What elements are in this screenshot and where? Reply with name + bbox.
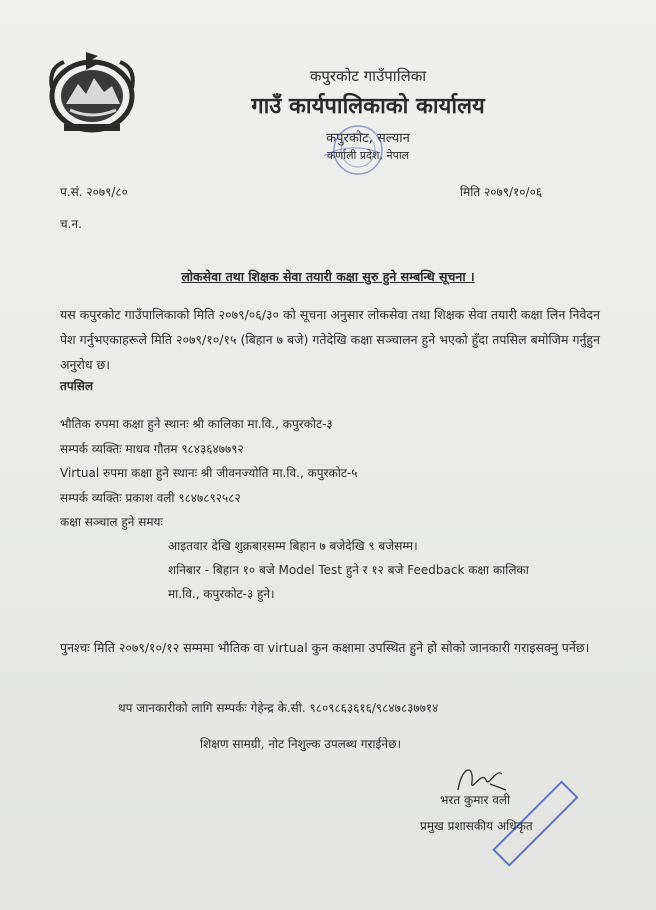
office-seal-icon <box>318 122 390 182</box>
postscript: पुनश्चः मिति २०७९/१०/१२ सम्ममा भौतिक वा virtual कुन कक्षामा उपस्थित हुने हो सोको जानकारी गराइसक्नु पर्नेछ। <box>60 640 590 655</box>
office-location: कपुरकोट, सल्यान <box>326 131 410 146</box>
letter-date: मिति २०७९/१०/०६ <box>460 185 543 199</box>
office-province: कर्णाली प्रदेश, नेपाल <box>326 149 410 162</box>
virtual-contact: सम्पर्क व्यक्तिः प्रकाश वली ९८४७८९२५८२ <box>60 491 241 505</box>
schedule-label: कक्षा सञ्चाल हुने समयः <box>60 515 163 529</box>
virtual-venue: Virtual रुपमा कक्षा हुने स्थानः श्री जीवनज्योति मा.वि., कपुरकोट-५ <box>60 466 358 480</box>
intro-paragraph: यस कपुरकोट गाउँपालिकाको मिति २०७९/०६/३० को सूचना अनुसार लोकसेवा तथा शिक्षक सेवा तयारी कक्षा लिन निवेदन पेश गर्नुभएकाहरूले मिति २०७९/१०/१५ (बिहान ७ बजे) गतेदेखि कक्षा सञ्चालन हुने भएको हुँदा तपसिल बमोजिम गर्नुहुन अनुरोध छ। <box>60 307 600 372</box>
notice-title: लोकसेवा तथा शिक्षक सेवा तयारी कक्षा सुरु हुने सम्बन्धि सूचना । <box>181 269 475 284</box>
municipality-name: कपुरकोट गाउँपालिका <box>309 67 427 85</box>
schedule-weekday: आइतवार देखि शुक्रबारसम्म बिहान ७ बजेदेखि ९ बजेसम्म। <box>168 539 418 553</box>
signatory-name: भरत कुमार वली <box>440 793 511 807</box>
schedule-saturday-line1: शनिबार - बिहान १० बजे Model Test हुने र १२ बजे Feedback कक्षा कालिका <box>168 563 529 577</box>
details-heading: तपसिल <box>60 379 94 393</box>
schedule-saturday-line2: मा.वि., कपुरकोट-३ हुने। <box>168 587 275 601</box>
dispatch-number: च.न. <box>60 217 82 231</box>
office-name: गाउँ कार्यपालिकाको कार्यालय <box>251 94 485 119</box>
signatory-designation: प्रमुख प्रशासकीय अधिकृत <box>420 819 533 833</box>
free-materials-note: शिक्षण सामग्री, नोट निशुल्क उपलब्ध गराईनेछ। <box>200 737 402 751</box>
contact-info: थप जानकारीको लागि सम्पर्कः गेहेन्द्र के.सी. ९८०९८६३६१६/९८४७८३७७१४ <box>118 701 439 715</box>
physical-venue: भौतिक रुपमा कक्षा हुने स्थानः श्री कालिका मा.वि., कपुरकोट-३ <box>60 417 333 431</box>
physical-contact: सम्पर्क व्यक्तिः माधव गौतम ९८४३६४७७९२ <box>60 442 244 456</box>
letter-number: प.सं. २०७९/८० <box>60 185 128 199</box>
